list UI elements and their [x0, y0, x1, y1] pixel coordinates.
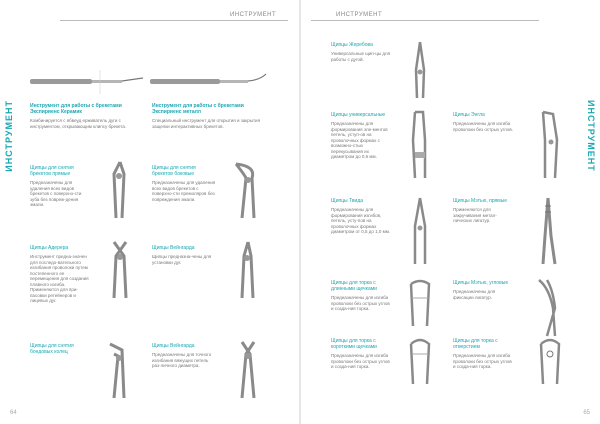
page-number-right: 65 — [583, 410, 590, 416]
item-metal-tool — [152, 103, 267, 129]
pliers-illustration — [403, 336, 437, 386]
right-page — [301, 0, 600, 424]
item-title: Щипцы универсальные — [331, 112, 386, 118]
item-title: Щипцы Мэтью, прямые — [453, 198, 508, 204]
pliers-illustration — [405, 40, 435, 100]
item-angle-pliers — [453, 112, 515, 132]
item-title: Щипцы Мэтью, угловые — [453, 280, 509, 286]
item-weingart-pliers-loops — [152, 343, 217, 369]
item-desc: Инструмент предна-значен для последо-вательного изгибания проволоки путем постепенного ее перемещения для создания плавного изгиба. Применяются для при-пасовки ретейнеров и лицевых дуг. — [30, 254, 89, 303]
header-right: ИНСТРУМЕНТ — [336, 12, 383, 18]
bracket-tool-metal-illustration — [150, 70, 270, 94]
item-desc: Специальный инструмент для открытия и закрытия защелки интерактивных брекетов. — [152, 118, 261, 129]
item-title: Щипцы Жеребова — [331, 42, 373, 48]
item-title: Щипцы Вейнгарда — [152, 245, 195, 251]
item-title: Щипцы Твида — [331, 198, 364, 204]
item-bracket-remover-straight — [30, 165, 90, 208]
item-desc: Предназначены для формирования эле-ментов петель, уступ-ов на проволочных формах с возможно-стью перекусывания их диаметром до 0,6 мм. — [331, 121, 388, 159]
item-bracket-remover-side — [152, 165, 217, 202]
item-title: Щипцы Вейнгарда — [152, 343, 195, 349]
side-label-left: ИНСТРУМЕНТ — [4, 100, 14, 172]
bracket-tool-ceramic-illustration — [30, 70, 145, 94]
item-desc: Предназначены для точного изгибания вяжущих петель раз-личного диаметра. — [152, 352, 212, 368]
item-title: Инструмент для работы с брекетами Экспириенс металл — [152, 103, 244, 115]
item-desc: Предназначены для изгиба проволоки без острых углов. — [453, 121, 514, 132]
item-title: Щипцы для снятия бондовых колец — [30, 343, 74, 355]
pliers-illustration — [228, 160, 268, 220]
pliers-illustration — [228, 240, 268, 300]
item-desc: Предназначены для изгиба проволоки без острых углов и созда-ния торка. — [331, 295, 390, 311]
header-left: ИНСТРУМЕНТ — [230, 12, 277, 18]
item-universal-pliers — [331, 112, 393, 160]
pliers-illustration — [100, 240, 140, 300]
item-zherebov-pliers — [331, 42, 391, 62]
item-mathieu-straight — [453, 198, 515, 224]
item-title: Щипцы для снятия брекетов прямые — [30, 165, 74, 177]
item-torque-long — [331, 280, 393, 312]
item-title: Инструмент для работы с брекетами Экспириенс Керамик — [30, 103, 122, 115]
side-label-right: ИНСТРУМЕНТ — [586, 100, 596, 172]
item-weingart-pliers — [152, 245, 217, 265]
item-title: Щипцы для торка с длинными щечками — [331, 280, 377, 292]
header-rule — [311, 20, 539, 21]
item-aderer-pliers — [30, 245, 92, 304]
pliers-illustration — [533, 110, 567, 180]
item-title: Щипцы для торка с отверстием — [453, 338, 498, 350]
header-rule — [60, 20, 288, 21]
item-title: Щипцы Адерера — [30, 245, 69, 251]
pliers-illustration — [533, 336, 567, 386]
item-desc: Предназначены для удаления всех видов брекетов с поверхно-сти зуба без повреж-дения эмали. — [30, 180, 82, 207]
item-desc: Предназначены для формирования изгибов, петель, усту-пов на проволочных формах диаметром от 0,5 до 1,0 мм. — [331, 207, 391, 234]
pliers-illustration — [533, 278, 567, 338]
page-number-left: 64 — [10, 410, 17, 416]
item-desc: Предназначены для изгиба проволоки без острых углов и созда-ния торка. — [331, 353, 390, 369]
pliers-illustration — [100, 160, 140, 220]
item-title: Щипцы для торка с короткими щечками — [331, 338, 377, 350]
item-tweed-pliers — [331, 198, 393, 235]
pliers-illustration — [533, 196, 567, 266]
item-title: Щипцы для снятия брекетов боковые — [152, 165, 196, 177]
pliers-illustration — [228, 340, 268, 400]
item-mathieu-angled — [453, 280, 515, 300]
item-torque-short — [331, 338, 393, 370]
item-desc: Предназначены для удаления всех видов брекетов с поверхно-сти премоляров без повреждения эмали. — [152, 180, 216, 202]
item-band-remover — [30, 343, 92, 355]
item-title: Щипцы Энгла — [453, 112, 485, 118]
pliers-illustration — [405, 196, 435, 266]
item-torque-hole — [453, 338, 515, 370]
pliers-illustration — [403, 110, 437, 180]
item-desc: Универсальные щип-цы для работы с дугой. — [331, 51, 391, 62]
item-desc: Комбинируется с ябвеуд ерживатель дуги с инструментом, открывающим клипсу брекета. — [30, 118, 127, 129]
item-desc: Предназначены для фиксации лигатур. — [453, 289, 496, 300]
item-desc: Предназначены для изгиба проволоки без острых углов и созда-ния торка. — [453, 353, 512, 369]
item-desc: Применяются для закручивания метал-лических лигатур. — [453, 207, 497, 223]
item-ceramic-tool — [30, 103, 145, 129]
item-desc: Щипцы предназна-чены для установки дуг. — [152, 254, 212, 265]
pliers-illustration — [403, 278, 437, 328]
pliers-illustration — [100, 340, 140, 400]
left-page — [0, 0, 299, 424]
